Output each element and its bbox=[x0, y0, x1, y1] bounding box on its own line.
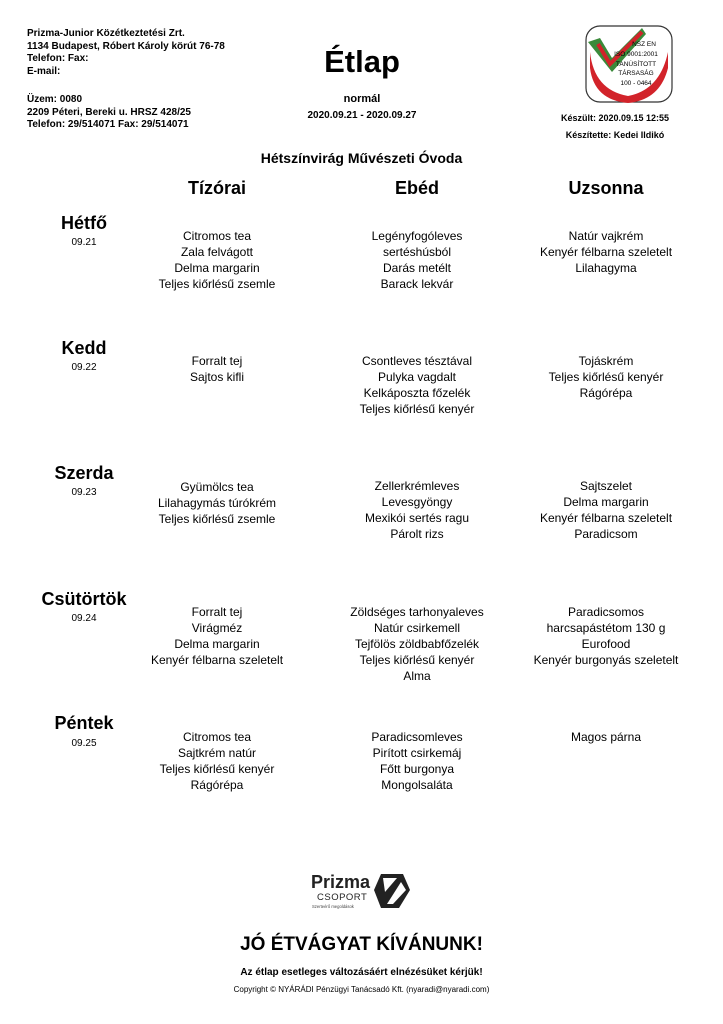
cert-line-1: NSZ EN bbox=[632, 41, 656, 48]
day-date: 09.25 bbox=[71, 738, 97, 749]
cert-line-3: TANÚSÍTOTT bbox=[615, 61, 657, 68]
menu-item: Legényfogóleves bbox=[371, 229, 463, 243]
date-range: 2020.09.21 - 2020.09.27 bbox=[307, 110, 417, 121]
menu-item: Pulyka vagdalt bbox=[377, 370, 457, 384]
logo-name: Prizma bbox=[311, 872, 371, 892]
meal-afternoon-snack bbox=[506, 353, 706, 401]
menu-item: Paradicsom bbox=[574, 527, 638, 541]
menu-item: Darás metélt bbox=[382, 261, 452, 275]
meal-lunch bbox=[317, 353, 517, 417]
plant-address: 2209 Péteri, Bereki u. HRSZ 428/25 bbox=[27, 106, 191, 118]
meal-morning-snack bbox=[117, 353, 317, 385]
menu-item: Rágórépa bbox=[579, 386, 633, 400]
meal-morning-snack bbox=[117, 479, 317, 527]
menu-item: Kelkáposzta főzelék bbox=[363, 386, 471, 400]
menu-item: Alma bbox=[403, 669, 431, 683]
menu-item: Teljes kiőrlésű kenyér bbox=[548, 370, 664, 384]
column-header-afternoon-snack: Uzsonna bbox=[568, 178, 644, 198]
day-name: Péntek bbox=[54, 713, 114, 733]
day-date: 09.21 bbox=[71, 237, 97, 248]
menu-item: Kenyér félbarna szeletelt bbox=[539, 511, 673, 525]
menu-item: Teljes kiőrlésű kenyér bbox=[159, 762, 275, 776]
copyright: Copyright © NYÁRÁDI Pénzügyi Tanácsadó Kft. (nyaradi@nyaradi.com) bbox=[233, 985, 490, 994]
menu-item: Delma margarin bbox=[174, 261, 260, 275]
meal-lunch bbox=[317, 478, 517, 542]
menu-item: Mongolsaláta bbox=[381, 778, 453, 792]
created-date: Készült: 2020.09.15 12:55 bbox=[560, 113, 670, 123]
menu-item: Virágméz bbox=[191, 621, 243, 635]
day-name: Kedd bbox=[61, 338, 107, 358]
menu-item: Magos párna bbox=[570, 730, 642, 744]
menu-item: Citromos tea bbox=[182, 730, 252, 744]
menu-item: Teljes kiőrlésű kenyér bbox=[359, 402, 475, 416]
meal-lunch bbox=[317, 729, 517, 793]
prizma-logo-icon bbox=[311, 870, 411, 914]
menu-item: Teljes kiőrlésű zsemle bbox=[158, 277, 276, 291]
menu-type: normál bbox=[343, 93, 381, 105]
meal-lunch bbox=[317, 228, 517, 292]
menu-item: Mexikói sertés ragu bbox=[364, 511, 470, 525]
menu-item: Natúr csirkemell bbox=[373, 621, 460, 635]
menu-item: Tejfölös zöldbabfőzelék bbox=[354, 637, 480, 651]
menu-item: Sajtos kifli bbox=[189, 370, 245, 384]
menu-item: Párolt rizs bbox=[390, 527, 444, 541]
change-notice: Az étlap esetleges változásáért elnézésüket kérjük! bbox=[240, 967, 483, 978]
meal-lunch bbox=[317, 604, 517, 684]
menu-item: Pirított csirkemáj bbox=[372, 746, 462, 760]
company-address: 1134 Budapest, Róbert Károly körút 76-78 bbox=[27, 40, 225, 52]
menu-item: Natúr vajkrém bbox=[568, 229, 644, 243]
meal-afternoon-snack bbox=[506, 729, 706, 745]
day-name: Csütörtök bbox=[41, 589, 127, 609]
menu-item: Zala felvágott bbox=[180, 245, 254, 259]
logo-sub: CSOPORT bbox=[317, 892, 368, 903]
day-date: 09.24 bbox=[71, 613, 97, 624]
closing-wish: JÓ ÉTVÁGYAT KÍVÁNUNK! bbox=[240, 934, 483, 955]
meal-morning-snack bbox=[117, 604, 317, 668]
menu-item: Delma margarin bbox=[174, 637, 260, 651]
menu-item: Lilahagyma bbox=[575, 261, 637, 275]
cert-line-2: ISO 9001:2001 bbox=[614, 51, 658, 58]
menu-item: Zöldséges tarhonyaleves bbox=[350, 605, 484, 619]
page-title: Étlap bbox=[324, 44, 400, 79]
column-header-lunch: Ebéd bbox=[394, 178, 439, 198]
menu-item: Forralt tej bbox=[191, 605, 243, 619]
menu-item: Kenyér félbarna szeletelt bbox=[150, 653, 284, 667]
menu-item: Zellerkrémleves bbox=[374, 479, 460, 493]
author: Készítette: Kedei Ildikó bbox=[565, 130, 665, 140]
company-info bbox=[27, 28, 225, 78]
meal-afternoon-snack bbox=[506, 604, 706, 668]
menu-item: sertéshúsból bbox=[382, 245, 452, 259]
day-name: Hétfő bbox=[61, 213, 107, 233]
menu-item: Tojáskrém bbox=[578, 354, 634, 368]
menu-item: Paradicsomleves bbox=[371, 730, 463, 744]
menu-item: Kenyér burgonyás szeletelt bbox=[533, 653, 679, 667]
menu-item: Csontleves tésztával bbox=[361, 354, 473, 368]
menu-item: Delma margarin bbox=[563, 495, 649, 509]
day-date: 09.23 bbox=[71, 487, 97, 498]
cert-line-5: 100 - 0464 bbox=[620, 80, 652, 87]
menu-item: Teljes kiőrlésű zsemle bbox=[158, 512, 276, 526]
plant-id: Üzem: 0080 bbox=[27, 94, 83, 105]
menu-item: Barack lekvár bbox=[380, 277, 454, 291]
day-name: Szerda bbox=[54, 463, 114, 483]
logo-tagline: Szerteérő megoldások bbox=[312, 904, 354, 909]
column-header-morning-snack: Tízórai bbox=[187, 178, 246, 198]
menu-item: Rágórépa bbox=[190, 778, 244, 792]
menu-item: Forralt tej bbox=[191, 354, 243, 368]
company-name: Prizma-Junior Közétkeztetési Zrt. bbox=[27, 28, 185, 39]
company-phone: Telefon: Fax: bbox=[27, 53, 89, 64]
menu-item: Paradicsomos bbox=[567, 605, 645, 619]
meal-morning-snack bbox=[117, 729, 317, 793]
cert-line-4: TÁRSASÁG bbox=[618, 70, 654, 77]
menu-item: Főtt burgonya bbox=[379, 762, 455, 776]
menu-item: Levesgyöngy bbox=[381, 495, 453, 509]
menu-item: Gyümölcs tea bbox=[180, 480, 254, 494]
menu-item: Eurofood bbox=[581, 637, 631, 651]
menu-item: Lilahagymás túrókrém bbox=[157, 496, 277, 510]
menu-item: Kenyér félbarna szeletelt bbox=[539, 245, 673, 259]
meal-afternoon-snack bbox=[506, 478, 706, 542]
menu-item: Sajtkrém natúr bbox=[177, 746, 257, 760]
menu-item: Sajtszelet bbox=[579, 479, 633, 493]
company-email: E-mail: bbox=[27, 65, 61, 77]
day-date: 09.22 bbox=[71, 362, 97, 373]
menu-item: Teljes kiőrlésű kenyér bbox=[359, 653, 475, 667]
meal-afternoon-snack bbox=[506, 228, 706, 276]
meal-morning-snack bbox=[117, 228, 317, 292]
iso-certification-icon bbox=[584, 24, 674, 106]
menu-item: Citromos tea bbox=[182, 229, 252, 243]
menu-item: harcsapástétom 130 g bbox=[546, 621, 666, 635]
plant-phone: Telefon: 29/514071 Fax: 29/514071 bbox=[27, 119, 189, 130]
school-name: Hétszínvirág Művészeti Óvoda bbox=[260, 150, 463, 166]
plant-info bbox=[27, 94, 191, 132]
